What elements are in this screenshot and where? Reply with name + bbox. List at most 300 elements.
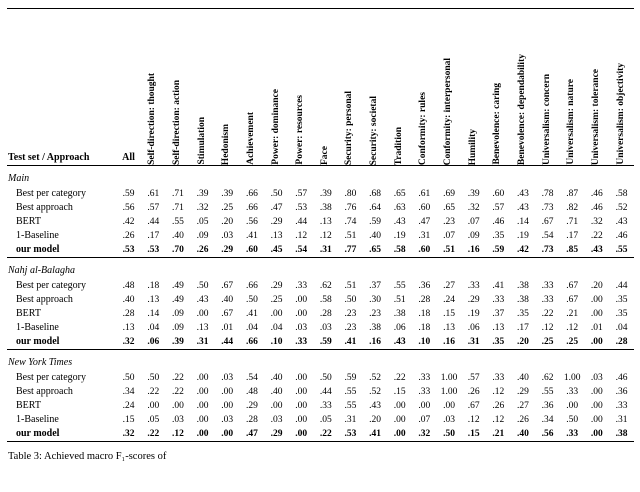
score-cell: .00 <box>196 309 209 319</box>
score-cell: .64 <box>369 203 382 213</box>
all-score-cell: .28 <box>122 309 135 319</box>
score-cell: .27 <box>443 281 455 291</box>
category-header-label: Universalism: tolerance <box>590 68 601 165</box>
score-cell: .28 <box>609 335 634 350</box>
score-cell: .38 <box>516 295 529 305</box>
score-cell: .60 <box>492 189 505 199</box>
score-cell: .03 <box>172 415 184 425</box>
score-cell: .03 <box>221 231 234 241</box>
score-cell: .33 <box>295 281 308 291</box>
score-cell: .55 <box>344 387 357 397</box>
score-cell: .26 <box>190 243 215 258</box>
score-cell: .00 <box>590 295 603 305</box>
score-cell: .03 <box>319 323 332 333</box>
score-cell: .26 <box>492 401 505 411</box>
score-cell: .12 <box>566 323 579 333</box>
table-row <box>7 307 634 321</box>
score-cell: .05 <box>196 217 209 227</box>
score-cell: .41 <box>338 335 363 350</box>
approach-label: BERT <box>16 308 41 319</box>
score-cell: .13 <box>196 323 209 333</box>
score-cell: .00 <box>172 401 184 411</box>
score-cell: .20 <box>221 217 234 227</box>
score-cell: .00 <box>270 401 283 411</box>
score-cell: .17 <box>147 231 160 241</box>
score-cell: .46 <box>590 189 603 199</box>
score-cell: .37 <box>369 281 382 291</box>
score-cell: .33 <box>541 295 554 305</box>
score-cell: .38 <box>615 429 628 439</box>
score-cell: .18 <box>418 309 431 319</box>
score-cell: .00 <box>590 429 603 439</box>
score-cell: .15 <box>467 429 480 439</box>
score-cell: .00 <box>196 387 209 397</box>
score-cell: .33 <box>319 401 332 411</box>
score-cell: .35 <box>615 295 628 305</box>
category-header <box>535 9 560 166</box>
table-row <box>7 385 634 399</box>
category-header <box>141 9 166 166</box>
category-header <box>264 9 289 166</box>
score-cell: .38 <box>516 281 529 291</box>
category-header-label: Universalism: concern <box>541 73 552 165</box>
score-cell: .50 <box>443 429 455 439</box>
score-cell: .00 <box>566 401 579 411</box>
all-score-cell: .42 <box>122 217 135 227</box>
score-cell: .67 <box>221 309 234 319</box>
approach-label: Best approach <box>16 386 73 397</box>
score-cell: .39 <box>319 189 332 199</box>
score-cell: .47 <box>245 429 258 439</box>
score-cell: .66 <box>240 335 265 350</box>
score-cell: .73 <box>535 243 560 258</box>
score-cell: .65 <box>363 243 388 258</box>
score-cell: .09 <box>467 231 480 241</box>
score-cell: .15 <box>443 309 455 319</box>
approach-label: Best per category <box>16 280 86 291</box>
score-cell: .20 <box>511 335 536 350</box>
score-cell: .35 <box>492 231 505 241</box>
approach-label: Best per category <box>16 188 86 199</box>
score-cell: .13 <box>270 231 283 241</box>
score-cell: .16 <box>461 243 486 258</box>
score-cell: .12 <box>492 415 505 425</box>
score-cell: .46 <box>615 373 628 383</box>
score-cell: .59 <box>344 373 357 383</box>
score-cell: .03 <box>221 373 234 383</box>
table-row <box>7 187 634 201</box>
score-cell: .57 <box>467 373 480 383</box>
all-score-cell: .59 <box>122 189 135 199</box>
score-cell: .09 <box>172 323 184 333</box>
section-title: Nahj al-Balagha <box>8 265 75 276</box>
score-cell: .29 <box>516 387 529 397</box>
approach-label: our model <box>7 335 116 350</box>
score-cell: .36 <box>418 281 431 291</box>
all-column-header: All <box>116 9 141 166</box>
score-cell: 1.00 <box>440 387 458 397</box>
score-cell: .12 <box>319 231 332 241</box>
score-cell: .54 <box>289 243 314 258</box>
score-cell: .20 <box>369 415 382 425</box>
score-cell: .71 <box>566 217 579 227</box>
score-cell: .55 <box>609 243 634 258</box>
score-cell: .69 <box>443 189 455 199</box>
category-header-label: Self-direction: thought <box>147 73 158 165</box>
score-cell: .00 <box>590 387 603 397</box>
score-cell: .38 <box>319 203 332 213</box>
score-cell: .44 <box>295 217 308 227</box>
score-cell: .65 <box>393 189 406 199</box>
category-header-label: Power: dominance <box>270 89 281 165</box>
score-cell: .04 <box>615 323 628 333</box>
score-cell: .49 <box>172 295 184 305</box>
score-cell: .03 <box>443 415 455 425</box>
category-header <box>190 9 215 166</box>
score-cell: .32 <box>196 203 209 213</box>
score-cell: .29 <box>467 295 480 305</box>
score-cell: .16 <box>437 335 462 350</box>
score-cell: .43 <box>196 295 209 305</box>
category-header-label: Security: personal <box>344 90 355 165</box>
score-cell: .05 <box>319 415 332 425</box>
score-cell: .22 <box>393 373 406 383</box>
score-cell: .04 <box>270 323 283 333</box>
table-row <box>7 279 634 293</box>
score-cell: .13 <box>147 295 160 305</box>
score-cell: .48 <box>245 387 258 397</box>
score-cell: .23 <box>369 309 382 319</box>
score-cell: .00 <box>393 401 406 411</box>
score-cell: .40 <box>516 373 529 383</box>
score-cell: .68 <box>369 189 382 199</box>
category-header-label: Conformity: interpersonal <box>443 57 454 165</box>
results-table <box>7 8 634 442</box>
score-cell: .29 <box>215 243 240 258</box>
score-cell: .85 <box>560 243 585 258</box>
score-cell: .50 <box>566 415 579 425</box>
score-cell: .66 <box>245 203 258 213</box>
score-cell: .22 <box>541 309 554 319</box>
score-cell: .45 <box>264 243 289 258</box>
score-cell: .51 <box>344 231 357 241</box>
score-cell: .36 <box>615 387 628 397</box>
section-title: Main <box>8 173 30 184</box>
score-cell: .41 <box>369 429 382 439</box>
score-cell: .12 <box>172 429 184 439</box>
approach-label: 1-Baseline <box>16 322 59 333</box>
score-cell: .00 <box>418 401 431 411</box>
score-cell: .33 <box>289 335 314 350</box>
table-row <box>7 399 634 413</box>
score-cell: .40 <box>172 231 184 241</box>
approach-label: Best per category <box>16 372 86 383</box>
score-cell: .52 <box>369 373 382 383</box>
section-title: New York Times <box>8 357 73 368</box>
score-cell: .00 <box>270 309 283 319</box>
score-cell: .43 <box>369 401 382 411</box>
all-score-cell: .24 <box>122 401 135 411</box>
score-cell: .07 <box>467 217 480 227</box>
score-cell: .67 <box>221 281 234 291</box>
score-cell: .39 <box>467 189 480 199</box>
score-cell: .06 <box>467 323 480 333</box>
score-cell: .60 <box>240 243 265 258</box>
score-cell: .39 <box>166 335 191 350</box>
score-cell: .33 <box>492 295 505 305</box>
score-cell: .46 <box>590 203 603 213</box>
score-cell: .43 <box>387 335 412 350</box>
category-header-label: Tradition <box>393 126 404 165</box>
score-cell: .27 <box>516 401 529 411</box>
all-score-cell: .13 <box>122 323 135 333</box>
score-cell: .00 <box>443 401 455 411</box>
score-cell: .17 <box>566 231 579 241</box>
score-cell: .62 <box>541 373 554 383</box>
score-cell: .31 <box>190 335 215 350</box>
score-cell: .40 <box>270 373 283 383</box>
table-row <box>7 229 634 243</box>
category-header-label: Security: societal <box>369 95 380 165</box>
score-cell: .54 <box>245 373 258 383</box>
table-row <box>7 321 634 335</box>
score-cell: .55 <box>541 387 554 397</box>
score-cell: .06 <box>393 323 406 333</box>
score-cell: .09 <box>196 231 209 241</box>
header-row <box>7 9 634 166</box>
score-cell: .35 <box>615 309 628 319</box>
score-cell: .67 <box>467 401 480 411</box>
corner-header: Test set / Approach <box>7 9 116 166</box>
score-cell: .31 <box>461 335 486 350</box>
score-cell: .03 <box>270 415 283 425</box>
score-cell: .12 <box>541 323 554 333</box>
score-cell: .43 <box>516 203 529 213</box>
section-title-row <box>7 166 634 188</box>
score-cell: .12 <box>467 415 480 425</box>
score-cell: .00 <box>585 335 610 350</box>
score-cell: .21 <box>492 429 505 439</box>
score-cell: .35 <box>516 309 529 319</box>
score-cell: .31 <box>344 415 357 425</box>
score-cell: .34 <box>541 415 554 425</box>
score-cell: .00 <box>295 415 308 425</box>
score-cell: .25 <box>270 295 283 305</box>
score-cell: .20 <box>590 281 603 291</box>
score-cell: .43 <box>516 189 529 199</box>
score-cell: .29 <box>270 281 283 291</box>
score-cell: .10 <box>264 335 289 350</box>
category-header <box>289 9 314 166</box>
score-cell: .00 <box>196 429 209 439</box>
score-cell: .33 <box>418 373 431 383</box>
score-cell: .62 <box>319 281 332 291</box>
score-cell: .29 <box>270 429 283 439</box>
score-cell: .59 <box>369 217 382 227</box>
score-cell: .22 <box>172 387 184 397</box>
score-cell: .33 <box>566 429 579 439</box>
score-cell: .35 <box>486 335 511 350</box>
category-header <box>387 9 412 166</box>
score-cell: .22 <box>172 373 184 383</box>
score-cell: .44 <box>319 387 332 397</box>
score-cell: .67 <box>566 295 579 305</box>
category-header <box>585 9 610 166</box>
all-score-cell: .56 <box>122 203 135 213</box>
all-score-cell: .40 <box>122 295 135 305</box>
table-row <box>7 427 634 442</box>
score-cell: .23 <box>344 323 357 333</box>
table-caption: Table 3: Achieved macro F₁-scores of <box>8 451 167 462</box>
score-cell: .57 <box>147 203 160 213</box>
score-cell: .00 <box>295 309 308 319</box>
score-cell: .38 <box>369 323 382 333</box>
category-header <box>240 9 265 166</box>
table-body <box>7 166 634 442</box>
score-cell: .33 <box>418 387 431 397</box>
table-row <box>7 201 634 215</box>
score-cell: .04 <box>147 323 160 333</box>
score-cell: .00 <box>590 415 603 425</box>
score-cell: .33 <box>467 281 480 291</box>
score-cell: .70 <box>166 243 191 258</box>
score-cell: .65 <box>443 203 455 213</box>
score-cell: .60 <box>418 203 431 213</box>
score-cell: .39 <box>196 189 209 199</box>
score-cell: .43 <box>393 217 406 227</box>
score-cell: .12 <box>295 231 308 241</box>
all-score-cell: .32 <box>122 429 135 439</box>
category-header <box>511 9 536 166</box>
approach-label: 1-Baseline <box>16 414 59 425</box>
score-cell: .22 <box>147 387 160 397</box>
score-cell: .51 <box>393 295 406 305</box>
score-cell: .71 <box>172 189 184 199</box>
score-cell: .76 <box>344 203 357 213</box>
score-cell: .03 <box>221 415 234 425</box>
score-cell: .73 <box>541 203 554 213</box>
score-cell: .40 <box>516 429 529 439</box>
approach-label: our model <box>7 243 116 258</box>
score-cell: .28 <box>418 295 431 305</box>
all-score-cell: .34 <box>122 387 135 397</box>
score-cell: .82 <box>566 203 579 213</box>
score-cell: .00 <box>393 429 406 439</box>
score-cell: .22 <box>147 429 160 439</box>
score-cell: .18 <box>418 323 431 333</box>
category-header <box>609 9 634 166</box>
score-cell: .74 <box>344 217 357 227</box>
category-header <box>215 9 240 166</box>
score-cell: .09 <box>172 309 184 319</box>
score-cell: .07 <box>443 231 455 241</box>
category-header-label: Power: resources <box>295 95 306 165</box>
category-header-label: Universalism: nature <box>566 79 577 165</box>
score-cell: .31 <box>418 231 431 241</box>
approach-label: our model <box>16 428 60 439</box>
score-cell: .40 <box>221 295 234 305</box>
score-cell: .33 <box>541 281 554 291</box>
score-cell: .50 <box>344 295 357 305</box>
score-cell: .00 <box>196 401 209 411</box>
score-cell: .44 <box>147 217 160 227</box>
score-cell: 1.00 <box>563 373 581 383</box>
category-header-label: Face <box>319 146 330 165</box>
category-header <box>166 9 191 166</box>
score-cell: .40 <box>270 387 283 397</box>
score-cell: .50 <box>147 373 160 383</box>
score-cell: .19 <box>393 231 406 241</box>
score-cell: .25 <box>221 203 234 213</box>
score-cell: .23 <box>443 217 455 227</box>
score-cell: .15 <box>393 387 406 397</box>
score-cell: .53 <box>141 243 166 258</box>
score-cell: .41 <box>245 309 258 319</box>
score-cell: .50 <box>270 189 283 199</box>
table-row <box>7 293 634 307</box>
category-header-label: Conformity: rules <box>418 91 429 165</box>
score-cell: .00 <box>393 415 406 425</box>
category-header <box>363 9 388 166</box>
score-cell: .00 <box>590 309 603 319</box>
score-cell: .57 <box>295 189 308 199</box>
score-cell: .37 <box>492 309 505 319</box>
score-cell: .33 <box>615 401 628 411</box>
score-cell: .49 <box>172 281 184 291</box>
score-cell: .21 <box>566 309 579 319</box>
score-cell: .05 <box>147 415 160 425</box>
score-cell: .44 <box>615 281 628 291</box>
category-header <box>412 9 437 166</box>
category-header-label: Universalism: objectivity <box>615 63 626 165</box>
score-cell: .61 <box>418 189 431 199</box>
score-cell: .32 <box>467 203 480 213</box>
category-header <box>560 9 585 166</box>
score-cell: .36 <box>541 401 554 411</box>
score-cell: .23 <box>344 309 357 319</box>
section-title-row <box>7 350 634 372</box>
score-cell: .40 <box>369 231 382 241</box>
all-score-cell: .53 <box>116 243 141 258</box>
score-cell: .03 <box>590 373 603 383</box>
score-cell: .00 <box>295 401 308 411</box>
score-cell: .44 <box>215 335 240 350</box>
score-cell: .28 <box>245 415 258 425</box>
category-header-label: Benevolence: dependability <box>516 53 527 165</box>
score-cell: .03 <box>295 323 308 333</box>
score-cell: .71 <box>172 203 184 213</box>
score-cell: .00 <box>295 373 308 383</box>
score-cell: .29 <box>270 217 283 227</box>
score-cell: 1.00 <box>440 373 458 383</box>
score-cell: .80 <box>344 189 357 199</box>
score-cell: .32 <box>418 429 431 439</box>
score-cell: .25 <box>560 335 585 350</box>
category-header-label: Hedonism <box>221 123 232 165</box>
score-cell: .56 <box>541 429 554 439</box>
score-cell: .16 <box>363 335 388 350</box>
score-cell: .00 <box>295 295 308 305</box>
score-cell: .33 <box>492 373 505 383</box>
score-cell: .59 <box>486 243 511 258</box>
table-header <box>7 9 634 166</box>
score-cell: .53 <box>344 429 357 439</box>
score-cell: .24 <box>443 295 455 305</box>
score-cell: .13 <box>492 323 505 333</box>
score-cell: .77 <box>338 243 363 258</box>
category-header <box>313 9 338 166</box>
score-cell: .06 <box>141 335 166 350</box>
